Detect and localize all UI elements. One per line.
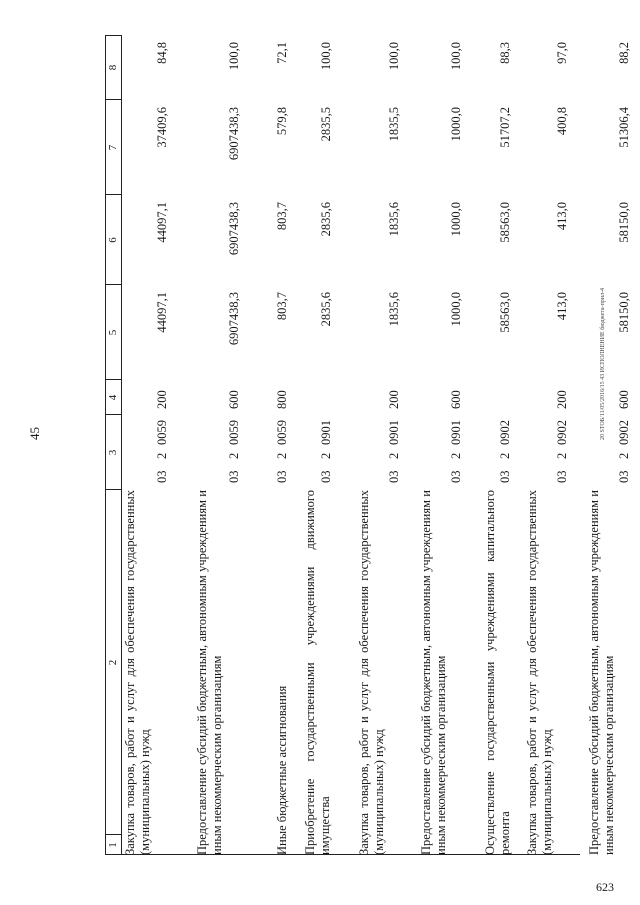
cell-value-8: 88,2 bbox=[617, 42, 631, 64]
page-header-number: 45 bbox=[27, 427, 42, 440]
cell-code-2: 2 bbox=[319, 452, 333, 459]
cell-value-6: 1000,0 bbox=[449, 202, 463, 237]
cell-code-2: 2 bbox=[498, 452, 512, 459]
row-description: Закупка товаров, работ и услуг для обеспечения государственных (муниципальных) нужд bbox=[357, 490, 386, 855]
cell-value-5: 1000,0 bbox=[449, 292, 463, 327]
cell-code-1: 03 bbox=[555, 470, 569, 483]
cell-value-5: 803,7 bbox=[275, 292, 289, 321]
cell-value-5: 58150,0 bbox=[617, 292, 631, 333]
cell-code-2: 2 bbox=[155, 452, 169, 459]
cell-value-8: 97,0 bbox=[555, 42, 569, 64]
cell-value-6: 6907438,3 bbox=[227, 202, 241, 256]
row-description: Предоставление субсидий бюджетным, автономным учреждениям и иным некоммерческим организациям bbox=[195, 490, 224, 855]
cell-code-3: 0902 bbox=[498, 420, 512, 445]
cell-value-7: 1835,5 bbox=[387, 107, 401, 142]
header-col-1: 1 bbox=[107, 842, 119, 848]
header-col-8: 8 bbox=[107, 64, 119, 71]
cell-code-2: 2 bbox=[617, 452, 631, 459]
cell-code-4: 200 bbox=[155, 390, 169, 409]
cell-code-3: 0901 bbox=[319, 420, 333, 445]
cell-value-8: 84,8 bbox=[155, 42, 169, 64]
cell-value-7: 51707,2 bbox=[498, 107, 512, 148]
cell-value-5: 2835,6 bbox=[319, 292, 333, 327]
cell-code-3: 0902 bbox=[555, 420, 569, 445]
cell-value-5: 6907438,3 bbox=[227, 292, 241, 346]
header-col-6: 6 bbox=[107, 237, 119, 243]
footer-file-code: 20 STOБ/11/05/2016/15 43 ИСПОЛНЕНИЕ бюджета-прил-4 bbox=[600, 287, 606, 440]
cell-code-1: 03 bbox=[498, 470, 512, 483]
cell-code-4: 600 bbox=[617, 390, 631, 409]
header-col-3: 3 bbox=[107, 449, 119, 456]
cell-code-2: 2 bbox=[227, 452, 241, 459]
row-description: Закупка товаров, работ и услуг для обеспечения государственных (муниципальных) нужд bbox=[123, 490, 152, 855]
cell-value-6: 58563,0 bbox=[498, 202, 512, 243]
cell-value-6: 2835,6 bbox=[319, 202, 333, 237]
cell-code-4: 800 bbox=[275, 390, 289, 409]
table-row bbox=[587, 35, 640, 855]
header-col-4: 4 bbox=[107, 394, 119, 401]
row-description: Иные бюджетные ассигнования bbox=[275, 685, 289, 855]
cell-code-1: 03 bbox=[387, 470, 401, 483]
cell-code-2: 2 bbox=[449, 452, 463, 459]
cell-value-7: 6907438,3 bbox=[227, 107, 241, 161]
cell-value-8: 100,0 bbox=[449, 42, 463, 71]
cell-code-1: 03 bbox=[227, 470, 241, 483]
cell-value-6: 803,7 bbox=[275, 202, 289, 231]
cell-code-4: 600 bbox=[227, 390, 241, 409]
cell-value-6: 413,0 bbox=[555, 202, 569, 231]
cell-code-4: 200 bbox=[555, 390, 569, 409]
cell-code-3: 0902 bbox=[617, 420, 631, 445]
cell-value-7: 37409,6 bbox=[155, 107, 169, 148]
header-col-7: 7 bbox=[107, 144, 119, 151]
page-number: 623 bbox=[596, 880, 614, 894]
cell-value-7: 51306,4 bbox=[617, 107, 631, 148]
cell-value-8: 88,3 bbox=[498, 42, 512, 64]
cell-code-1: 03 bbox=[319, 470, 333, 483]
cell-value-5: 413,0 bbox=[555, 292, 569, 321]
cell-value-6: 58150,0 bbox=[617, 202, 631, 243]
cell-value-5: 44097,1 bbox=[155, 292, 169, 333]
cell-code-3: 0059 bbox=[155, 420, 169, 445]
row-description: Осуществление государственными учреждениями капитального ремонта bbox=[483, 490, 512, 855]
cell-code-1: 03 bbox=[155, 470, 169, 483]
cell-code-2: 2 bbox=[275, 452, 289, 459]
cell-value-6: 1835,6 bbox=[387, 202, 401, 237]
cell-value-7: 579,8 bbox=[275, 107, 289, 136]
header-col-2: 2 bbox=[107, 659, 119, 666]
cell-value-8: 72,1 bbox=[275, 42, 289, 64]
cell-code-1: 03 bbox=[617, 470, 631, 483]
cell-value-6: 44097,1 bbox=[155, 202, 169, 243]
row-description: Предоставление субсидий бюджетным, автономным учреждениям и иным некоммерческим организациям bbox=[587, 490, 616, 855]
cell-code-1: 03 bbox=[275, 470, 289, 483]
cell-code-3: 0901 bbox=[449, 420, 463, 445]
cell-value-7: 400,8 bbox=[555, 107, 569, 136]
cell-code-3: 0059 bbox=[227, 420, 241, 445]
cell-code-4: 200 bbox=[387, 390, 401, 409]
cell-value-8: 100,0 bbox=[319, 42, 333, 71]
cell-value-8: 100,0 bbox=[387, 42, 401, 71]
cell-code-3: 0059 bbox=[275, 420, 289, 445]
cell-value-5: 1835,6 bbox=[387, 292, 401, 327]
row-description: Приобретение государственными учреждениями движимого имущества bbox=[303, 490, 332, 855]
cell-value-8: 100,0 bbox=[227, 42, 241, 71]
cell-value-5: 58563,0 bbox=[498, 292, 512, 333]
cell-code-4: 600 bbox=[449, 390, 463, 409]
row-description: Закупка товаров, работ и услуг для обеспечения государственных (муниципальных) нужд bbox=[525, 490, 554, 855]
cell-value-7: 1000,0 bbox=[449, 107, 463, 142]
header-col-5: 5 bbox=[107, 329, 119, 336]
cell-code-2: 2 bbox=[555, 452, 569, 459]
cell-code-2: 2 bbox=[387, 452, 401, 459]
cell-code-1: 03 bbox=[449, 470, 463, 483]
cell-code-3: 0901 bbox=[387, 420, 401, 445]
cell-value-7: 2835,5 bbox=[319, 107, 333, 142]
row-description: Предоставление субсидий бюджетным, автономным учреждениям и иным некоммерческим организациям bbox=[419, 490, 448, 855]
